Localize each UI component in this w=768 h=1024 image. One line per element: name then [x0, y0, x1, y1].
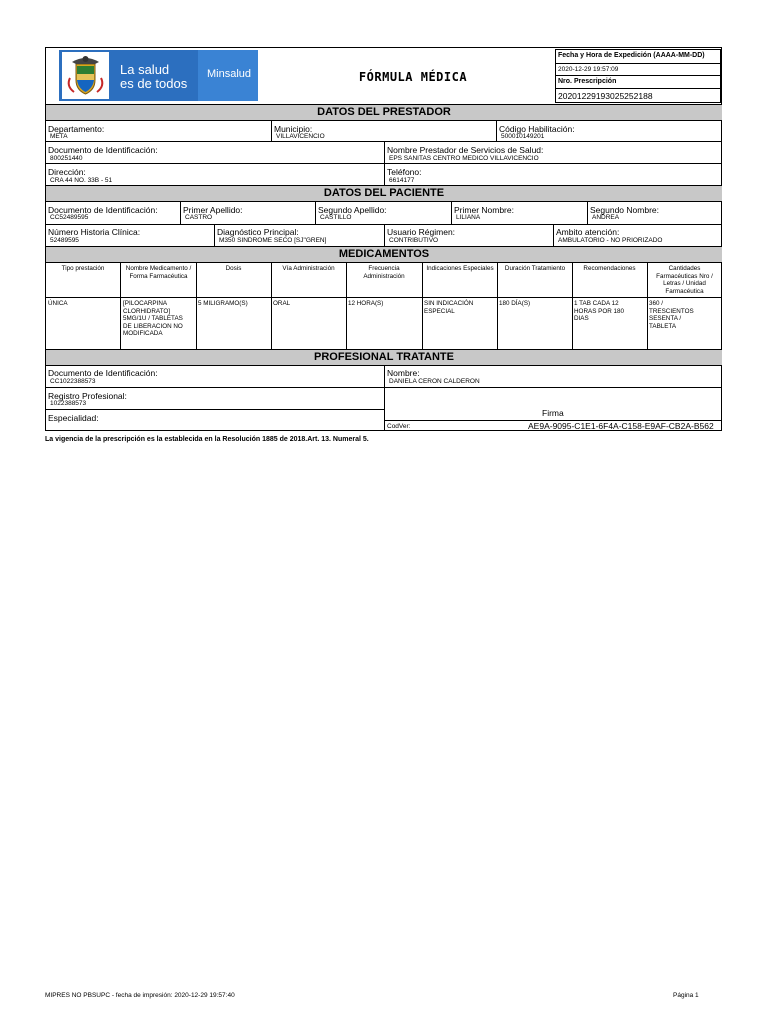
prestador-documento-value: 800251440 [50, 155, 83, 162]
col-duracion: Duración Tratamiento [504, 265, 566, 272]
cell-duracion: 180 DÍA(S) [499, 300, 531, 307]
footer-page-number: Página 1 [673, 992, 699, 999]
codigo-label: Código Habilitación: [499, 124, 575, 134]
section-medicamentos: MEDICAMENTOS [46, 247, 722, 262]
cell-frecuencia: 12 HORA(S) [348, 300, 384, 307]
municipio-label: Municipio: [274, 124, 313, 134]
paciente-documento-value: CC52489595 [50, 214, 89, 221]
prestador-documento-label: Documento de Identificación: [48, 145, 158, 155]
col-recomendaciones: Recomendaciones [583, 265, 636, 272]
diagnostico-value: M350 SINDROME SECO [SJ"GREN] [219, 237, 327, 244]
minsalud-logo [59, 50, 258, 101]
prestador-nombre-label: Nombre Prestador de Servicios de Salud: [387, 145, 544, 155]
diagnostico-label: Diagnóstico Principal: [217, 227, 299, 237]
col-indicaciones: Indicaciones Especiales [426, 265, 494, 272]
cell-recomendaciones: 1 TAB CADA 12 HORAS POR 180 DIAS [574, 300, 625, 323]
vigencia-note: La vigencia de la prescripción es la establecida en la Resolución 1885 de 2018.Art. 13. Numeral 5. [45, 436, 369, 443]
telefono-label: Teléfono: [387, 167, 422, 177]
logo-line2: es de todos [120, 76, 188, 91]
firma-label: Firma [542, 408, 564, 418]
segundo-nombre-value: ANDREA [592, 214, 620, 221]
paciente-documento-label: Documento de Identificación: [48, 205, 158, 215]
cell-dosis: 5 MILIGRAMO(S) [198, 300, 248, 307]
ambito-value: AMBULATORIO - NO PRIORIZADO [558, 237, 663, 244]
historia-label: Número Historia Clínica: [48, 227, 141, 237]
page-title: FÓRMULA MÉDICA [358, 70, 468, 84]
direccion-value: CRA 44 NO. 33B - 51 [50, 177, 113, 184]
cell-tipo: ÚNICA [48, 300, 68, 307]
regimen-value: CONTRIBUTIVO [389, 237, 439, 244]
logo-brand: Minsalud [207, 68, 252, 80]
section-prestador: DATOS DEL PRESTADOR [46, 105, 722, 120]
cell-cantidades: 360 / TRESCIENTOS SESENTA / TABLETA [649, 300, 694, 330]
nro-label: Nro. Prescripción [558, 78, 617, 85]
historia-value: 52489595 [50, 237, 79, 244]
cell-via: ORAL [273, 300, 291, 307]
codver-label: CodVer: [387, 423, 411, 430]
logo-line1: La salud [120, 62, 170, 77]
primer-nombre-value: LILIANA [456, 214, 481, 221]
codver-value: AE9A-9095-C1E1-6F4A-C158-E9AF-CB2A-B562 [528, 421, 714, 431]
profesional-nombre-label: Nombre: [387, 368, 420, 378]
departamento-label: Departamento: [48, 124, 105, 134]
codigo-value: 500010149201 [501, 133, 545, 140]
primer-nombre-label: Primer Nombre: [454, 205, 514, 215]
segundo-nombre-label: Segundo Nombre: [590, 205, 659, 215]
cell-nombre: [PILOCARPINA CLORHIDRATO] 5MG/1U / TABLETAS DE LIBERACION NO MODIFICADA [123, 300, 183, 338]
footer-print-info: MIPRES NO PBSUPC - fecha de impresión: 2020-12-29 19:57:40 [45, 992, 235, 999]
registro-value: 1022388573 [50, 400, 87, 407]
profesional-nombre-value: DANIELA CERON CALDERON [389, 378, 480, 385]
regimen-label: Usuario Régimen: [387, 227, 456, 237]
especialidad-label: Especialidad: [48, 413, 99, 423]
cell-indicaciones: SIN INDICACIÓN ESPECIAL [424, 300, 474, 315]
ambito-label: Ambito atención: [556, 227, 620, 237]
profesional-documento-label: Documento de Identificación: [48, 368, 158, 378]
departamento-value: META [50, 133, 68, 140]
col-tipo: Tipo prestación [61, 265, 105, 272]
col-via: Vía Administración [282, 265, 335, 272]
registro-label: Registro Profesional: [48, 391, 127, 401]
primer-apellido-value: CASTRO [185, 214, 213, 221]
section-profesional: PROFESIONAL TRATANTE [46, 350, 722, 365]
col-frecuencia: Frecuencia Administración [363, 265, 405, 280]
prestador-nombre-value: EPS SANITAS CENTRO MEDICO VILLAVICENCIO [389, 155, 539, 162]
section-paciente: DATOS DEL PACIENTE [46, 186, 722, 201]
coat-of-arms-icon [62, 52, 109, 99]
primer-apellido-label: Primer Apellido: [183, 205, 243, 215]
fecha-label: Fecha y Hora de Expedición (AAAA-MM-DD) [558, 52, 705, 59]
fecha-value: 2020-12-29 19:57:09 [558, 66, 619, 73]
nro-value: 20201229193025252188 [558, 91, 653, 101]
direccion-label: Dirección: [48, 167, 86, 177]
segundo-apellido-value: CASTILLO [320, 214, 352, 221]
col-nombre: Nombre Medicamento / Forma Farmacéutica [125, 265, 192, 280]
segundo-apellido-label: Segundo Apellido: [318, 205, 387, 215]
col-cantidades: Cantidades Farmacéuticas Nro / Letras / Unidad Farmacéutica [656, 265, 713, 295]
profesional-documento-value: CC1022388573 [50, 378, 96, 385]
municipio-value: VILLAVICENCIO [276, 133, 325, 140]
col-dosis: Dosis [225, 265, 242, 272]
telefono-value: 6614177 [389, 177, 415, 184]
